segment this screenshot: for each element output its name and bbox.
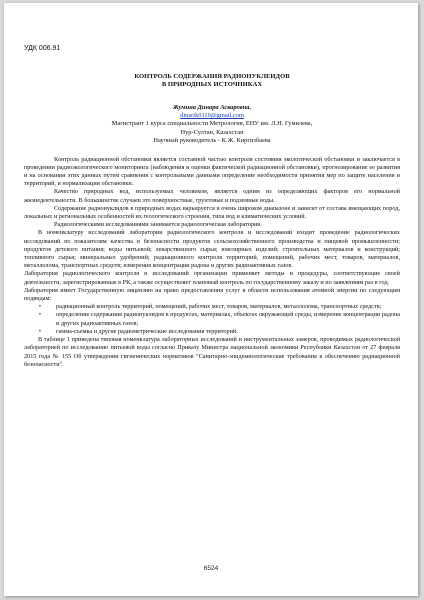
list-item-text: радиационный контроль территорий, помещений, рабочих мест, товаров, материалов, металлолома, транспортных средств; <box>56 303 382 311</box>
author-affiliation: Магистрант 1 курса специальности Метрология, ЕНУ им. Л.Н. Гумилева, <box>111 120 313 128</box>
bullet-icon: • <box>38 303 42 311</box>
paragraph: Лаборатория имеет Государственную лицензию на право предоставления услуг в области использования атомной энергии по следующим подвидам: <box>24 286 400 303</box>
list-item <box>24 303 400 311</box>
article-title <box>24 73 400 89</box>
paragraph: Качество природных вод, используемых человеком, является одним из определяющих факторов его нормальной жизнедеятельности. В большинстве случаев это поверхностные, грунтовые и подземные воды. <box>24 188 400 204</box>
list-item-text: гамма-съемка и другие радиометрические исследования территорий. <box>56 327 238 335</box>
article-body <box>24 156 400 369</box>
bullet-icon: • <box>38 311 42 319</box>
author-email-link[interactable]: dinarik0110@gmail.com <box>180 112 244 119</box>
paragraph: Радиологическими исследованиями занимается радиологическая лаборатория. <box>54 221 262 229</box>
udk-code: УДК 006.91 <box>24 45 61 52</box>
author-block <box>24 104 400 146</box>
title-line-2: В ПРИРОДНЫХ ИСТОЧНИКАХ <box>161 80 263 88</box>
paragraph: Контроль радиационной обстановки является составной частью контроля состояния экологической обстановки и заключается в проведении радиоэкологического мониторинга (наблюдения и оценки фактической радиационной обстановки), прогнозирование ее развития и на основании этих данных путем сравнения с контрольными данными определение необходимости принятия мер по защите населения и территорий, и нормализации обстановки. <box>24 155 400 188</box>
bullet-icon: • <box>38 327 42 335</box>
list-item-text: определение содержания радионуклидов в продуктах, материалах, объектах окружающей среды, измерение концентрации радона и других радиоактивных газов; <box>56 311 400 327</box>
paragraph: В таблице 1 приведена типовая номенклатура лабораторных исследований и инструментальных замеров, проводимых радиологической лабораторией по исследованию питьевой воды согласно Приказу Министра национальной экономики Республики Казахстан от 27 февраля 2015 года № 155 Об утверждении гигиенических нормативов "Санитарно-эпидемиологические требования к обеспечению радиационной безопасности". <box>24 336 400 368</box>
paragraph: Лаборатория радиологического контроля и исследований организации применяет методы и процедуры, соответствующие своей деятельности, зарегистрированные в РК, а также осуществляет плановый контроль по государственному заказу и по заявлениям раз в год. <box>24 270 400 286</box>
list-item <box>24 311 400 327</box>
author-name: Жумина Динара Аскаровна, <box>172 103 252 111</box>
author-location: Нур-Султан, Казахстан <box>180 128 244 136</box>
document-page <box>4 3 418 596</box>
title-line-1: КОНТРОЛЬ СОДЕРЖАНИЯ РАДИОНУКЛЕИДОВ <box>134 73 290 80</box>
page-number: 6524 <box>203 565 219 572</box>
list-item <box>24 328 400 336</box>
paragraph: В номенклатуру исследований лаборатории радиологического контроля и исследований входит проведение радиологических исследований по показателям качества и безопасности продуктов сельскохозяйственного производства и пищевой промышленности; продуктов детского питания; воды питьевой; лекарственного сырья; ювелирных изделий; строительных материалов и конструкций; топливного сырья; минеральных удобрений; радиационного контроля территорий, помещений, рабочих мест, товаров, материалов, металлолома, транспортных средств; измерения концентрации радона и других радиоактивных газов. <box>24 229 400 270</box>
page-content <box>24 45 400 369</box>
scientific-supervisor: Научный руководитель - К.Ж. Киргизбаева <box>153 137 271 145</box>
paragraph: Содержание радионуклидов в природных водах варьируется в очень широком диапазоне и зависит от состава вмещающих пород, локальных и региональных особенностей их геологического строения, типа вод и климатических условий. <box>24 204 400 221</box>
